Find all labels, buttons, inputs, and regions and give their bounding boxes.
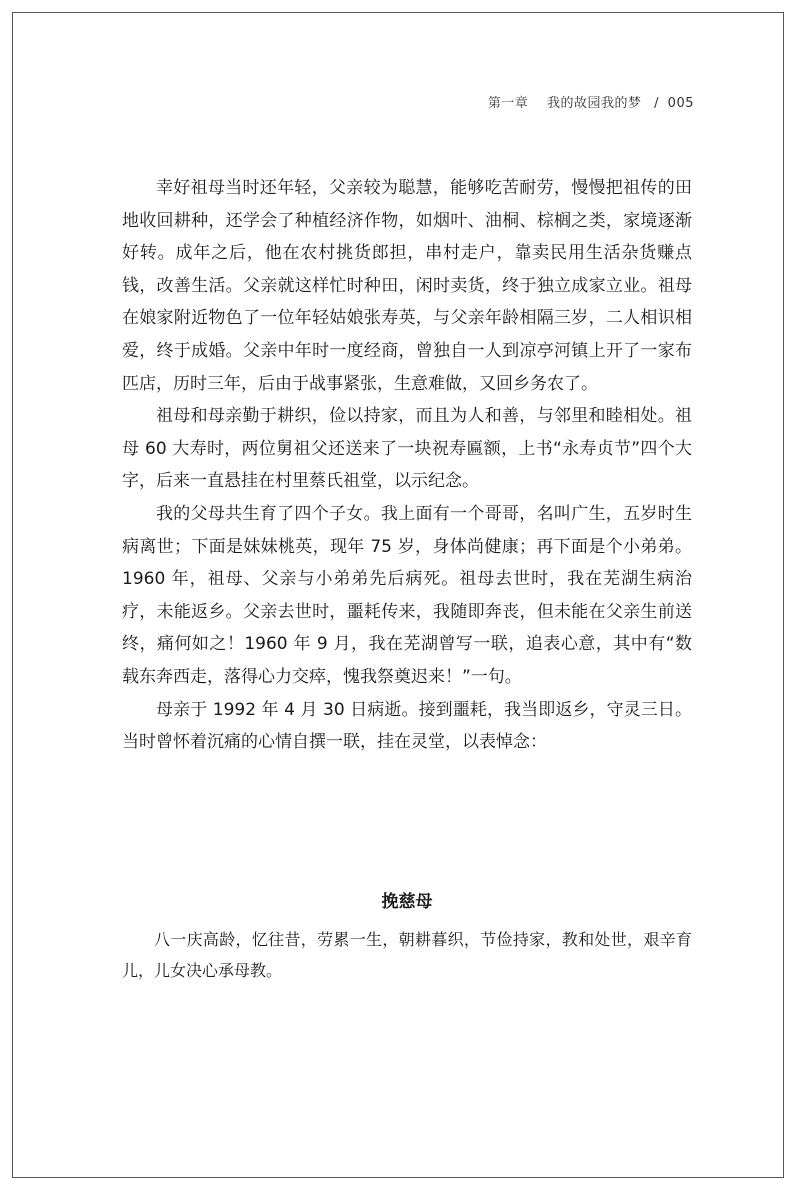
paragraph-2: 祖母和母亲勤于耕织，俭以持家，而且为人和善，与邻里和睦相处。祖母 60 大寿时，两位舅祖父还送来了一块祝寿匾额，上书“永寿贞节”四个大字，后来一直悬挂在村里蔡氏祖堂，以示纪念。 (122, 406, 692, 492)
poem-title: 挽慈母 (381, 892, 433, 912)
chapter-title: 我的故园我的梦 (546, 96, 642, 111)
paragraph-3: 我的父母共生育了四个子女。我上面有一个哥哥，名叫广生，五岁时生病离世；下面是妹妹桃英，现年 75 岁，身体尚健康；再下面是个小弟弟。1960 年，祖母、父亲与小弟弟先后病死。祖母去世时，我在芜湖生病治疗，未能返乡。父亲去世时，噩耗传来，我随即奔丧，但未能在父亲生前送终，痛何如之！1960 年 9 月，我在芜湖曾写一联，追表心意，其中有“数载东奔西走，落得心力交瘁，愧我祭奠迟来！”一句。 (122, 503, 692, 687)
page-number: 005 (667, 96, 694, 111)
paragraph-4: 母亲于 1992 年 4 月 30 日病逝。接到噩耗，我当即返乡，守灵三日。当时曾怀着沉痛的心情自撰一联，挂在灵堂，以表悼念： (122, 699, 692, 753)
paragraph-1: 幸好祖母当时还年轻，父亲较为聪慧，能够吃苦耐劳，慢慢把祖传的田地收回耕种，还学会了种植经济作物，如烟叶、油桐、棕榈之类，家境逐渐好转。成年之后，他在农村挑货郎担，串村走户，靠卖民用生活杂货赚点钱，改善生活。父亲就这样忙时种田，闲时卖货，终于独立成家立业。祖母在娘家附近物色了一位年轻姑娘张寿英，与父亲年龄相隔三岁，二人相识相爱，终于成婚。父亲中年时一度经商，曾独自一人到凉亭河镇上开了一家布匹店，历时三年，后由于战事紧张，生意难做，又回乡务农了。 (122, 178, 692, 394)
body-text (122, 172, 692, 759)
chapter-number: 第一章 (487, 96, 529, 111)
running-header (488, 92, 694, 111)
poem-text: 八一庆高龄，忆往昔，劳累一生，朝耕暮织，节俭持家，教和处世，艰辛育儿，儿女决心承母教。 (122, 930, 692, 980)
header-separator: / (654, 96, 660, 111)
